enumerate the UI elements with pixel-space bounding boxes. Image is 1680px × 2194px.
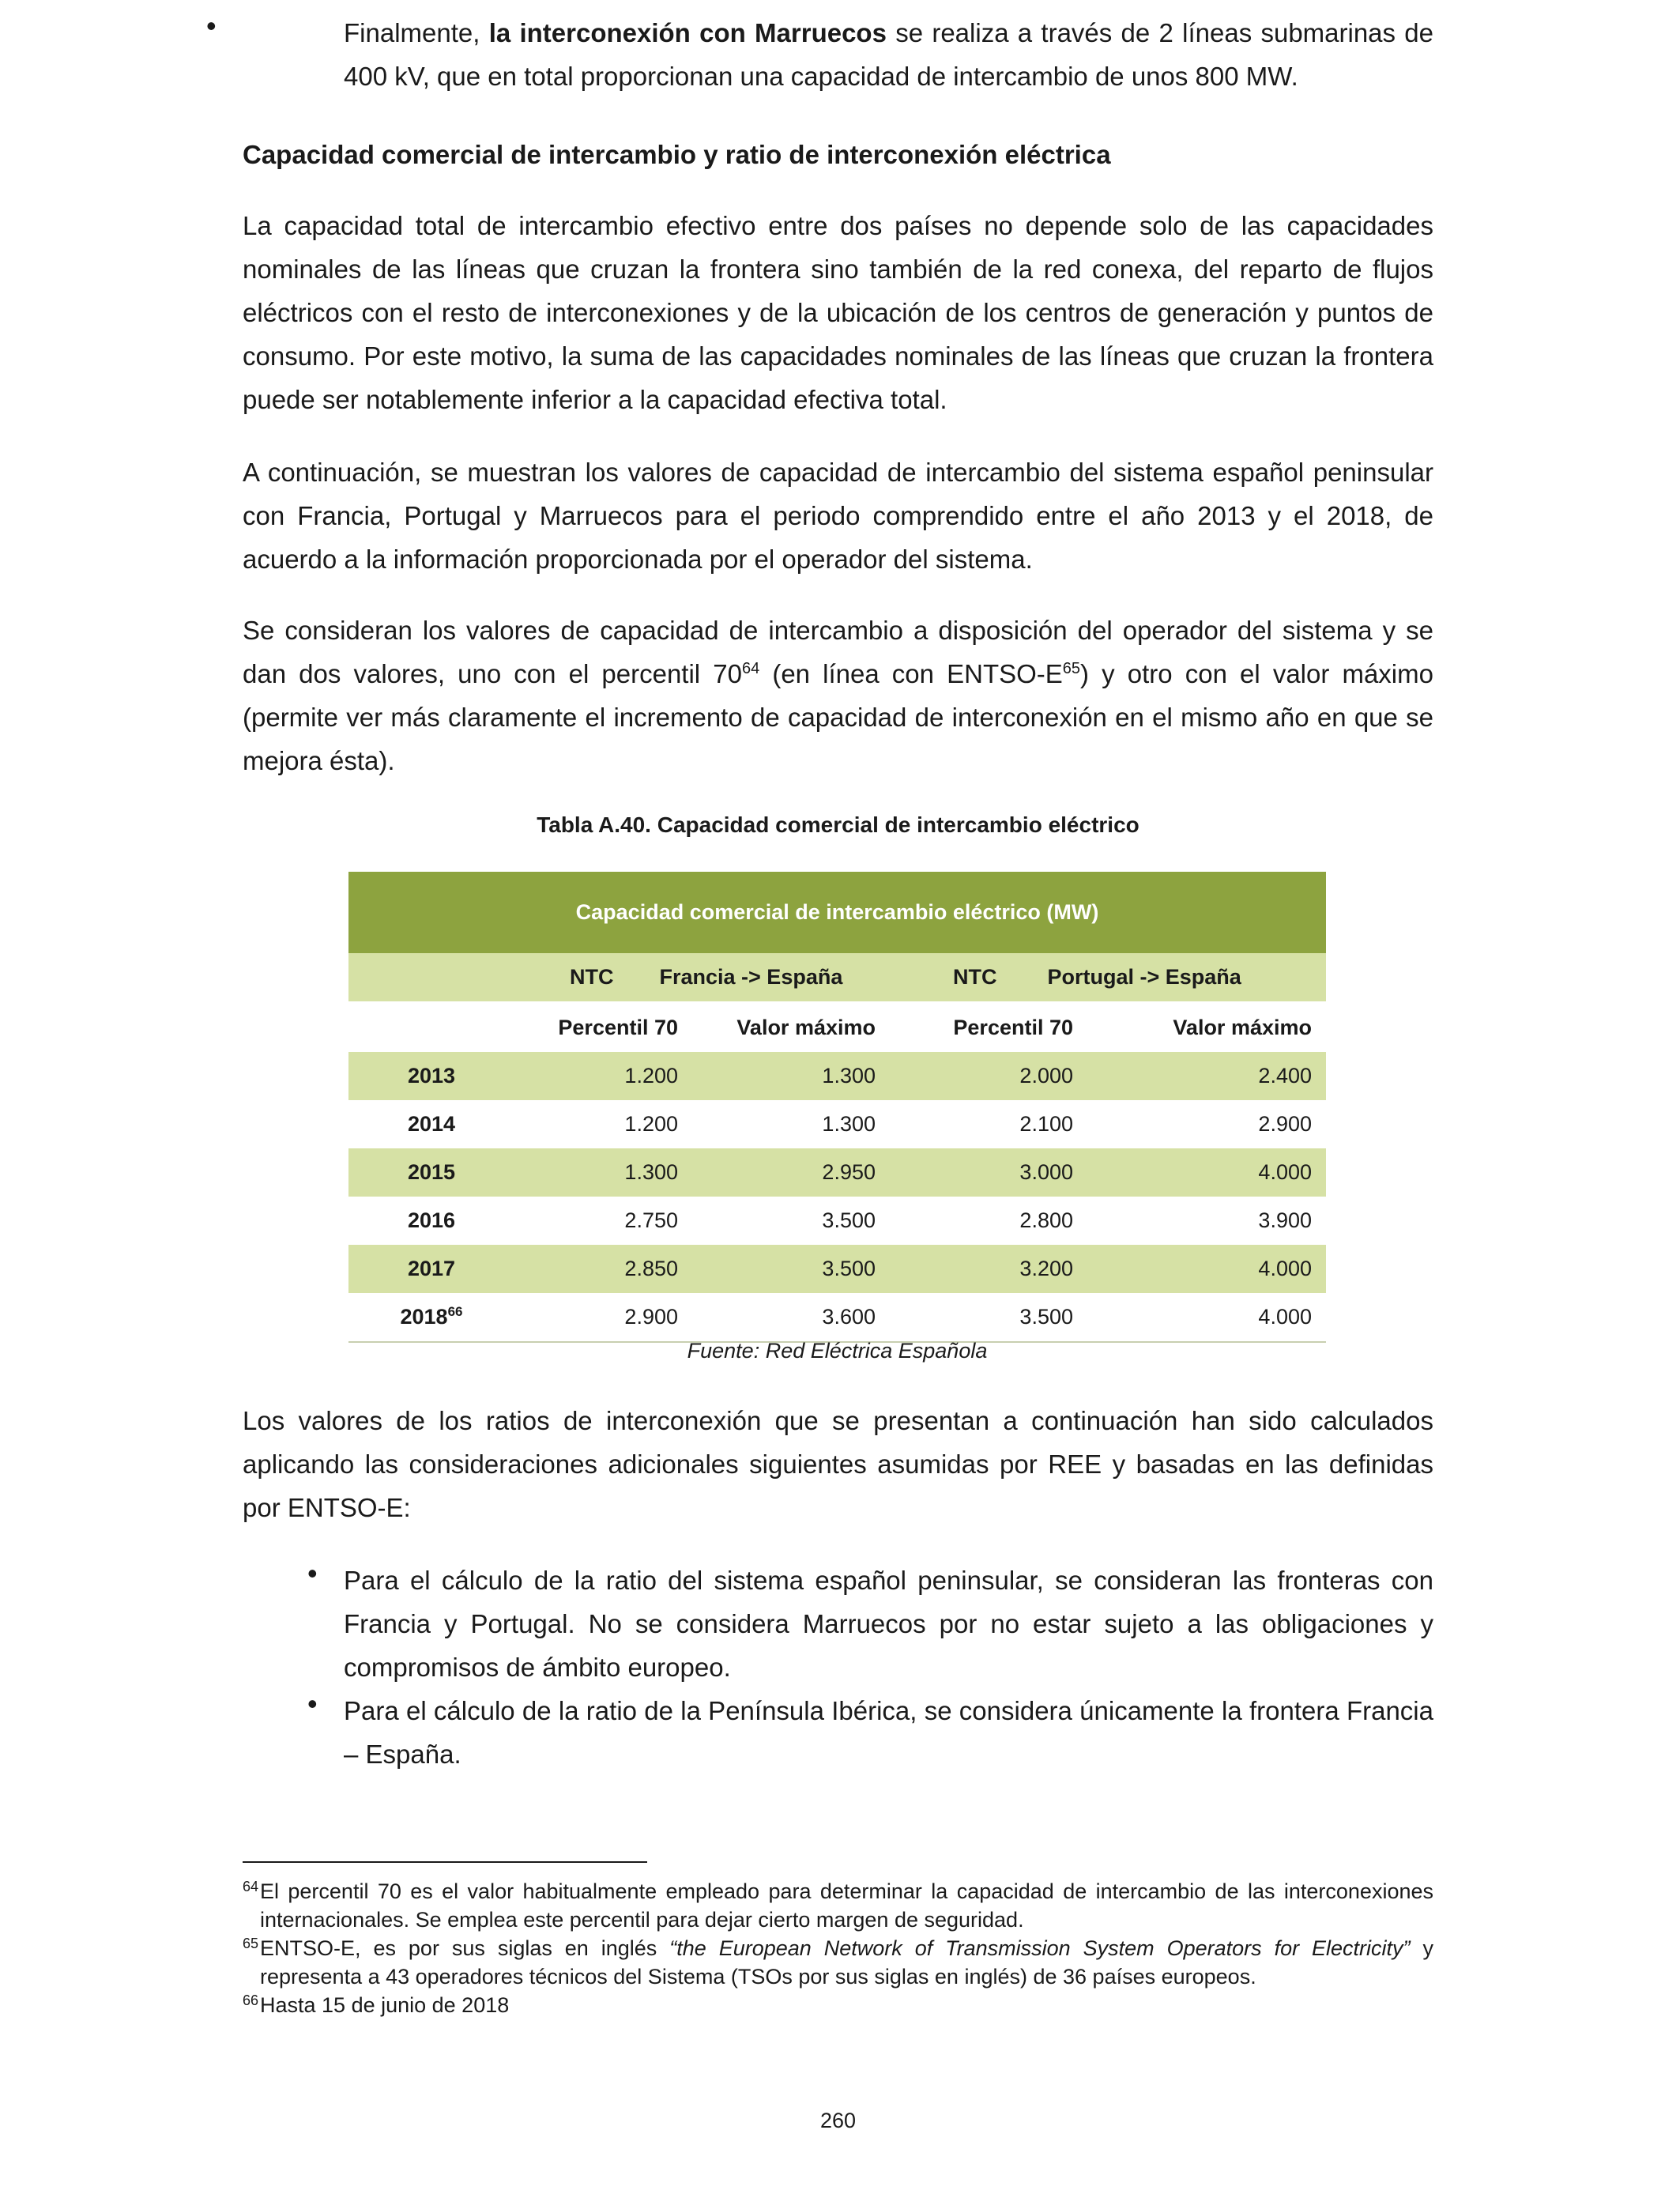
- group-francia: NTC Francia -> España: [514, 953, 890, 1003]
- table-row: [348, 1197, 1326, 1245]
- footnotes: [243, 1877, 1433, 2019]
- paragraph-1: La capacidad total de intercambio efectivo entre dos países no depende solo de las capacidades nominales de las líneas que cruzan la frontera sino también de la red conexa, del reparto de flujos eléctricos con el resto de interconexiones y de la ubicación de los centros de generación y puntos de consumo. Por este motivo, la suma de las capacidades nominales de las líneas que cruzan la frontera puede ser notablemente inferior a la capacidad efectiva total.: [243, 211, 1433, 414]
- footnote-64: 64 El percentil 70 es el valor habitualmente empleado para determinar la capacidad de intercambio de las interconexiones internacionales. Se emplea este percentil para dejar cierto margen de seguridad.: [243, 1879, 1433, 1932]
- cell: 3.000: [890, 1148, 1087, 1197]
- capacity-table: [348, 872, 1326, 1343]
- bullet-text: Para el cálculo de la ratio de la Península Ibérica, se considera únicamente la frontera Francia – España.: [344, 1696, 1433, 1769]
- col-header: Percentil 70: [558, 1016, 678, 1039]
- cell: 3.900: [1258, 1208, 1312, 1232]
- cell: 1.200: [624, 1112, 678, 1136]
- footnote-ref-66[interactable]: 66: [447, 1304, 463, 1319]
- footnote-separator: [243, 1861, 647, 1863]
- cell: 2.750: [624, 1208, 678, 1232]
- cell: 1.300: [514, 1148, 692, 1197]
- bullet-list: [307, 1557, 1433, 1776]
- cell: 2.800: [1019, 1208, 1073, 1232]
- table-row: [348, 1100, 1326, 1148]
- footnote-ref-65[interactable]: 65: [1062, 660, 1081, 677]
- section-heading: Capacidad comercial de intercambio y ratio de interconexión eléctrica: [243, 140, 1111, 169]
- cell: 3.500: [822, 1208, 876, 1232]
- table-row: [348, 1148, 1326, 1197]
- table-subheader: [348, 1003, 1326, 1053]
- row-year: 2016: [407, 1208, 456, 1232]
- bullet-symbol: •: [206, 9, 217, 42]
- row-year: 2017: [348, 1245, 514, 1293]
- cell: 3.500: [692, 1245, 890, 1293]
- page-number: 260: [819, 2109, 857, 2132]
- cell: 2.850: [514, 1245, 692, 1293]
- cell: 2.000: [890, 1052, 1087, 1100]
- group-portugal: NTC Portugal -> España: [890, 953, 1326, 1003]
- footnote-66: 66 Hasta 15 de junio de 2018: [243, 1992, 510, 2017]
- footnote-ref-64[interactable]: 64: [741, 660, 760, 677]
- cell: 3.500: [890, 1293, 1087, 1342]
- cell: 2.100: [1019, 1112, 1073, 1136]
- cell: 1.200: [514, 1052, 692, 1100]
- cell: 2.400: [1087, 1052, 1326, 1100]
- cell: 4.000: [1087, 1293, 1326, 1342]
- row-year: 2018$^{66}$: [348, 1293, 514, 1342]
- cell: 1.300: [822, 1112, 876, 1136]
- cell: 2.900: [514, 1293, 692, 1342]
- bullet-symbol: •: [307, 1687, 318, 1720]
- paragraph-4: Los valores de los ratios de interconexión que se presentan a continuación han sido calculados aplicando las consideraciones adicionales siguientes asumidas por REE y basadas en las definidas por ENTSO-E:: [243, 1406, 1433, 1522]
- cell: 3.200: [890, 1245, 1087, 1293]
- cell: 4.000: [1087, 1148, 1326, 1197]
- table-row: [348, 1245, 1326, 1293]
- bullet-text: Para el cálculo de la ratio del sistema español peninsular, se consideran las fronteras con Francia y Portugal. No se considera Marruecos por no estar sujeto a las obligaciones y compromisos de ámbito europeo.: [344, 1566, 1433, 1682]
- col-header: Valor máximo: [1173, 1016, 1312, 1039]
- cell: 2.900: [1258, 1112, 1312, 1136]
- table-caption: Tabla A.40. Capacidad comercial de intercambio eléctrico: [537, 812, 1139, 837]
- table-source: Fuente: Red Eléctrica Española: [687, 1339, 988, 1363]
- row-year: 2015: [348, 1148, 514, 1197]
- bullet-symbol: •: [307, 1557, 318, 1589]
- bullet-morocco-text: Finalmente, la interconexión con Marruecos se realiza a través de 2 líneas submarinas de 400 kV, que en total proporcionan una capacidad de intercambio de unos 800 MW.: [344, 18, 1434, 91]
- cell: 3.600: [692, 1293, 890, 1342]
- list-item: [307, 1557, 1433, 1689]
- col-header: Percentil 70: [953, 1016, 1073, 1039]
- row-year: 2014: [407, 1112, 456, 1136]
- table-title: Capacidad comercial de intercambio eléctrico (MW): [348, 872, 1326, 953]
- table-row: [348, 1052, 1326, 1100]
- cell: 4.000: [1087, 1245, 1326, 1293]
- bullet-morocco: [206, 9, 1434, 98]
- table-group-header: [348, 953, 1326, 1003]
- cell: 2.950: [692, 1148, 890, 1197]
- cell: 1.300: [692, 1052, 890, 1100]
- footnote-65: 65 ENTSO-E, es por sus siglas en inglés “the European Network of Transmission System Operators for Electricity” y representa a 43 operadores técnicos del Sistema (TSOs por sus siglas en inglés) de 36 países europeos.: [243, 1936, 1433, 1989]
- col-header: Valor máximo: [736, 1016, 876, 1039]
- bold-phrase: la interconexión con Marruecos: [488, 18, 887, 47]
- paragraph-3: Se consideran los valores de capacidad de intercambio a disposición del operador del sistema y se dan dos valores, uno con el percentil $70^{64}$ (en línea con ENTSO-$E^{65}$) y otro con el valor máximo (permite ver más claramente el incremento de capacidad de interconexión en el mismo año en que se mejora ésta).: [243, 616, 1433, 775]
- table-row: [348, 1293, 1326, 1342]
- list-item: [307, 1687, 1433, 1776]
- paragraph-2: A continuación, se muestran los valores de capacidad de intercambio del sistema español peninsular con Francia, Portugal y Marruecos para el periodo comprendido entre el año 2013 y el 2018, de acuerdo a la información proporcionada por el operador del sistema.: [243, 458, 1433, 574]
- row-year: 2013: [348, 1052, 514, 1100]
